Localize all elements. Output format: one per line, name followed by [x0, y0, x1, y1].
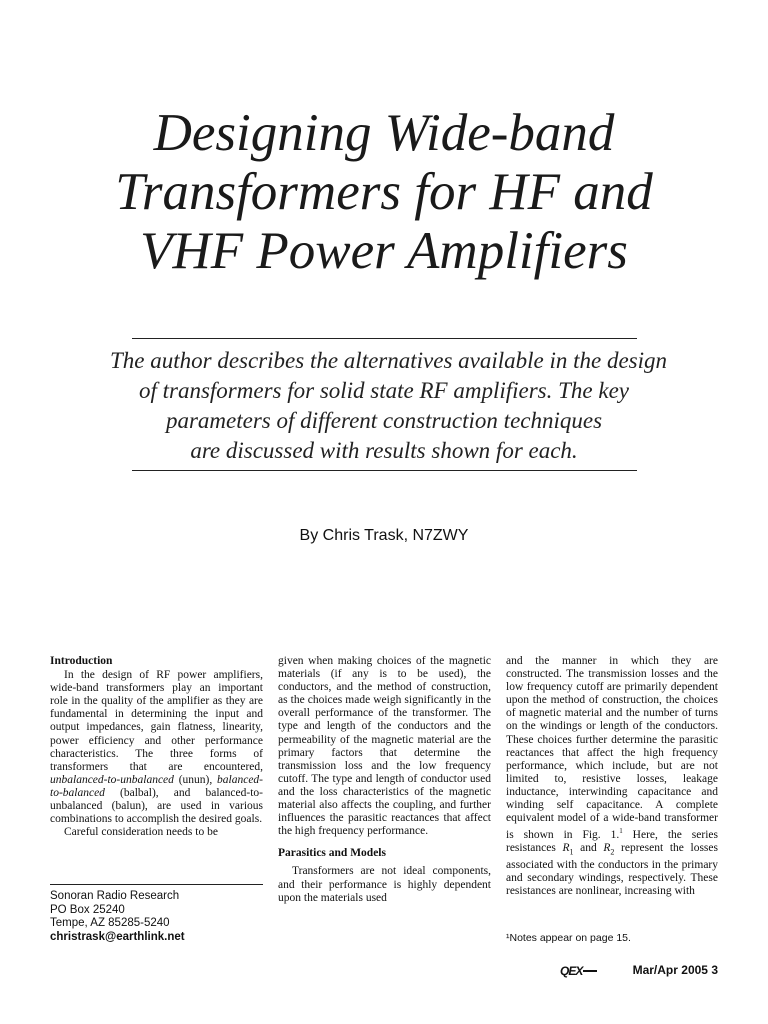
abstract-line-1: The author describes the alternatives available in the design: [110, 348, 668, 373]
article-title: [0, 104, 768, 281]
symbol-r2-subscript: 2: [610, 847, 615, 857]
title-line-1: Designing Wide-band: [153, 104, 615, 162]
footnote: ¹Notes appear on page 15.: [506, 932, 631, 944]
column-2-paragraph-2: Transformers are not ideal components, and their performance is highly dependent upon the materials used: [278, 865, 491, 904]
term-unun: unbalanced-to-unbalanced: [50, 773, 174, 786]
abstract-line-4: are discussed with results shown for each.: [190, 438, 578, 463]
text-run: In the design of RF power amplifiers, wide-band transformers play an important role in the quality of the amplifier as they are fundamental in determining the input and output impedances, gain flatness, linearity, power efficiency and other performance characteristics. The three forms of transformers that are encountered,: [50, 669, 263, 773]
abstract-bottom-rule: [132, 470, 637, 471]
affiliation-pobox: PO Box 25240: [50, 903, 125, 916]
parasitics-heading: Parasitics and Models: [278, 847, 386, 860]
issue-date: Mar/Apr 2005: [632, 963, 708, 977]
column-3-paragraph-1: [506, 655, 718, 898]
footnote-marker[interactable]: 1: [619, 827, 623, 836]
author-affiliation: [50, 890, 263, 944]
symbol-r2: R: [603, 842, 611, 855]
symbol-r1-subscript: 1: [569, 847, 574, 857]
column-2: [278, 655, 491, 905]
issue-and-page: [633, 963, 718, 977]
column-3: [506, 655, 718, 898]
logo-swoosh-icon: [583, 969, 597, 973]
column-1: [50, 655, 263, 839]
affiliation-rule: [50, 884, 263, 885]
abstract-line-3: parameters of different construction techniques: [165, 408, 603, 433]
abstract: [110, 346, 668, 466]
text-run: (unun),: [173, 773, 218, 786]
title-line-2: Transformers for HF and: [115, 163, 653, 221]
affiliation-city: Tempe, AZ 85285-5240: [50, 917, 170, 929]
affiliation-org: Sonoran Radio Research: [50, 890, 180, 902]
column-2-paragraph-1: given when making choices of the magnetic materials (if any is to be used), the conductors, and the method of construction, as the choices made weigh significantly in the overall performance of the transformer. The type and length of the conductors and the permeability of the magnetic material are the primary factors that determine the transmission loss and the low frequency cutoff. The type and length of conductor used and the loss characteristics of the magnetic material also affects the coupling, and further influences the parasitic reactances that affect the high frequency performance.: [278, 655, 491, 838]
introduction-paragraph-2: Careful consideration needs to be: [64, 826, 218, 839]
author-email[interactable]: christrask@earthlink.net: [50, 930, 185, 943]
byline: By Chris Trask, N7ZWY: [299, 527, 469, 544]
abstract-line-2: of transformers for solid state RF amplifiers. The key: [138, 378, 629, 403]
text-run: represent the losses associated with the conductors in the primary and secondary windings, respectively. These resistances are nonlinear, increasing with: [506, 842, 718, 897]
text-run: and the manner in which they are constructed. The transmission losses and the low frequency cutoff are primarily dependent upon the method of construction, the choices of magnetic material and the number of turns on the windings or length of the conductors. These choices further determine the parasitic reactances that affect the high frequency performance, which include, but are not limited to, resistive losses, leakage inductance, interwinding capacitance and winding self capacitance. A complete equivalent model of a wide-band transformer is shown in Fig. 1.: [506, 655, 718, 842]
text-run: and: [573, 842, 604, 855]
text-run: Here, the series resistances: [506, 829, 718, 855]
qex-logo: QEX: [560, 964, 583, 978]
term-balbal: balanced-to-balanced: [50, 773, 263, 799]
page-number: 3: [711, 963, 718, 977]
introduction-paragraph-1: [50, 669, 263, 826]
text-run: (balbal), and balanced-to-unbalanced (balun), are used in various combinations to accomplish the desired goals.: [50, 786, 263, 826]
page-footer: [560, 963, 718, 979]
abstract-top-rule: [132, 338, 637, 339]
symbol-r1: R: [562, 842, 570, 855]
introduction-heading: Introduction: [50, 655, 113, 667]
title-line-3: VHF Power Amplifiers: [140, 222, 628, 280]
